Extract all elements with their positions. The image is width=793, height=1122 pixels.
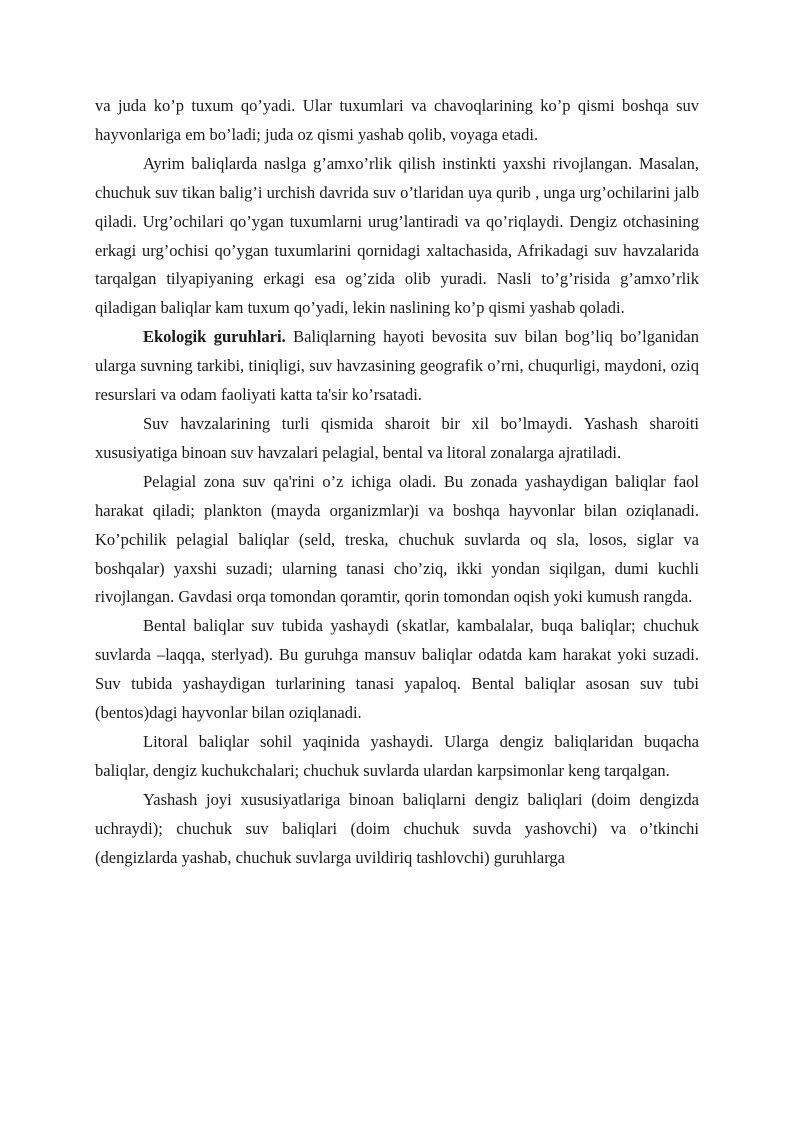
paragraph-bental <box>95 612 699 728</box>
section-heading: Ekologik guruhlari. <box>143 327 286 347</box>
paragraph-zones <box>95 410 699 468</box>
paragraph-text: Ayrim baliqlarda naslga g’amxo’rlik qilish instinkti yaxshi rivojlangan. Masalan, chuchuk suv tikan balig’i urchish davrida suv o’tlaridan uya qurib , unga urg’ochilarini jalb qiladi. Urg’ochilari qo’ygan tuxumlarni urug’lantiradi va qo’riqlaydi. Dengiz otchasining erkagi urg’ochisi qo’ygan tuxumlarini qornidagi xaltachasida, Afrikadagi suv havzalarida tarqalgan tilyapiyaning erkagi esa og’zida olib yuradi. Nasli to’g’risida g’amxo’rlik qiladigan baliqlar kam tuxum qo’yadi, lekin naslining ko’p qismi yashab qoladi. <box>95 153 699 318</box>
paragraph-text: Pelagial zona suv qa'rini o’z ichiga oladi. Bu zonada yashaydigan baliqlar faol harakat qiladi; plankton (mayda organizmlar)i va boshqa hayvonlar bilan oziqlanadi. Ko’pchilik pelagial baliqlar (seld, treska, chuchuk suvlarda oq sla, losos, siglar va boshqalar) yaxshi suzadi; ularning tanasi cho’ziq, ikki yondan siqilgan, dumi kuchli rivojlangan. Gavdasi orqa tomondan qoramtir, qorin tomondan oqish yoki kumush rangda. <box>95 471 699 607</box>
paragraph-text: Suv havzalarining turli qismida sharoit bir xil bo’lmaydi. Yashash sharoiti xususiyatiga binoan suv havzalari pelagial, bental va litoral zonalarga ajratiladi. <box>95 413 699 462</box>
paragraph-text: Yashash joyi xususiyatlariga binoan baliqlarni dengiz baliqlari (doim dengizda uchraydi); chuchuk suv baliqlari (doim chuchuk suvda yashovchi) va o’tkinchi (dengizlarda yashab, chuchuk suvlarga uvildiriq tashlovchi) guruhlarga <box>95 789 699 867</box>
paragraph-ecological-groups <box>95 323 699 410</box>
document-page <box>95 92 699 872</box>
paragraph-text: Litoral baliqlar sohil yaqinida yashaydi. Ularga dengiz baliqlaridan buqacha baliqlar, dengiz kuchukchalari; chuchuk suvlarda ulardan karpsimonlar keng tarqalgan. <box>95 731 699 780</box>
paragraph-text: va juda ko’p tuxum qo’yadi. Ular tuxumlari va chavoqlarining ko’p qismi boshqa suv hayvonlariga em bo’ladi; juda oz qismi yashab qolib, voyaga etadi. <box>95 96 699 144</box>
paragraph-text: Bental baliqlar suv tubida yashaydi (skatlar, kambalalar, buqa baliqlar; chuchuk suvlarda –laqqa, sterlyad). Bu guruhga mansuv baliqlar odatda kam harakat yoki suzadi. Suv tubida yashaydigan turlarining tanasi yapaloq. Bental baliqlar asosan suv tubi (bentos)dagi hayvonlar bilan oziqlanadi. <box>95 616 699 723</box>
paragraph-continuation <box>95 92 699 150</box>
paragraph-habitat-groups <box>95 786 699 873</box>
paragraph-text: Baliqlarning hayoti bevosita suv bilan bog’liq bo’lganidan ularga suvning tarkibi, tiniqligi, suv havzasining geografik o’rni, chuqurligi, maydoni, oziq resurslari va odam faoliyati katta ta'sir ko’rsatadi. <box>95 327 699 405</box>
paragraph-parental-care <box>95 150 699 323</box>
paragraph-litoral <box>95 728 699 786</box>
paragraph-pelagial <box>95 468 699 613</box>
